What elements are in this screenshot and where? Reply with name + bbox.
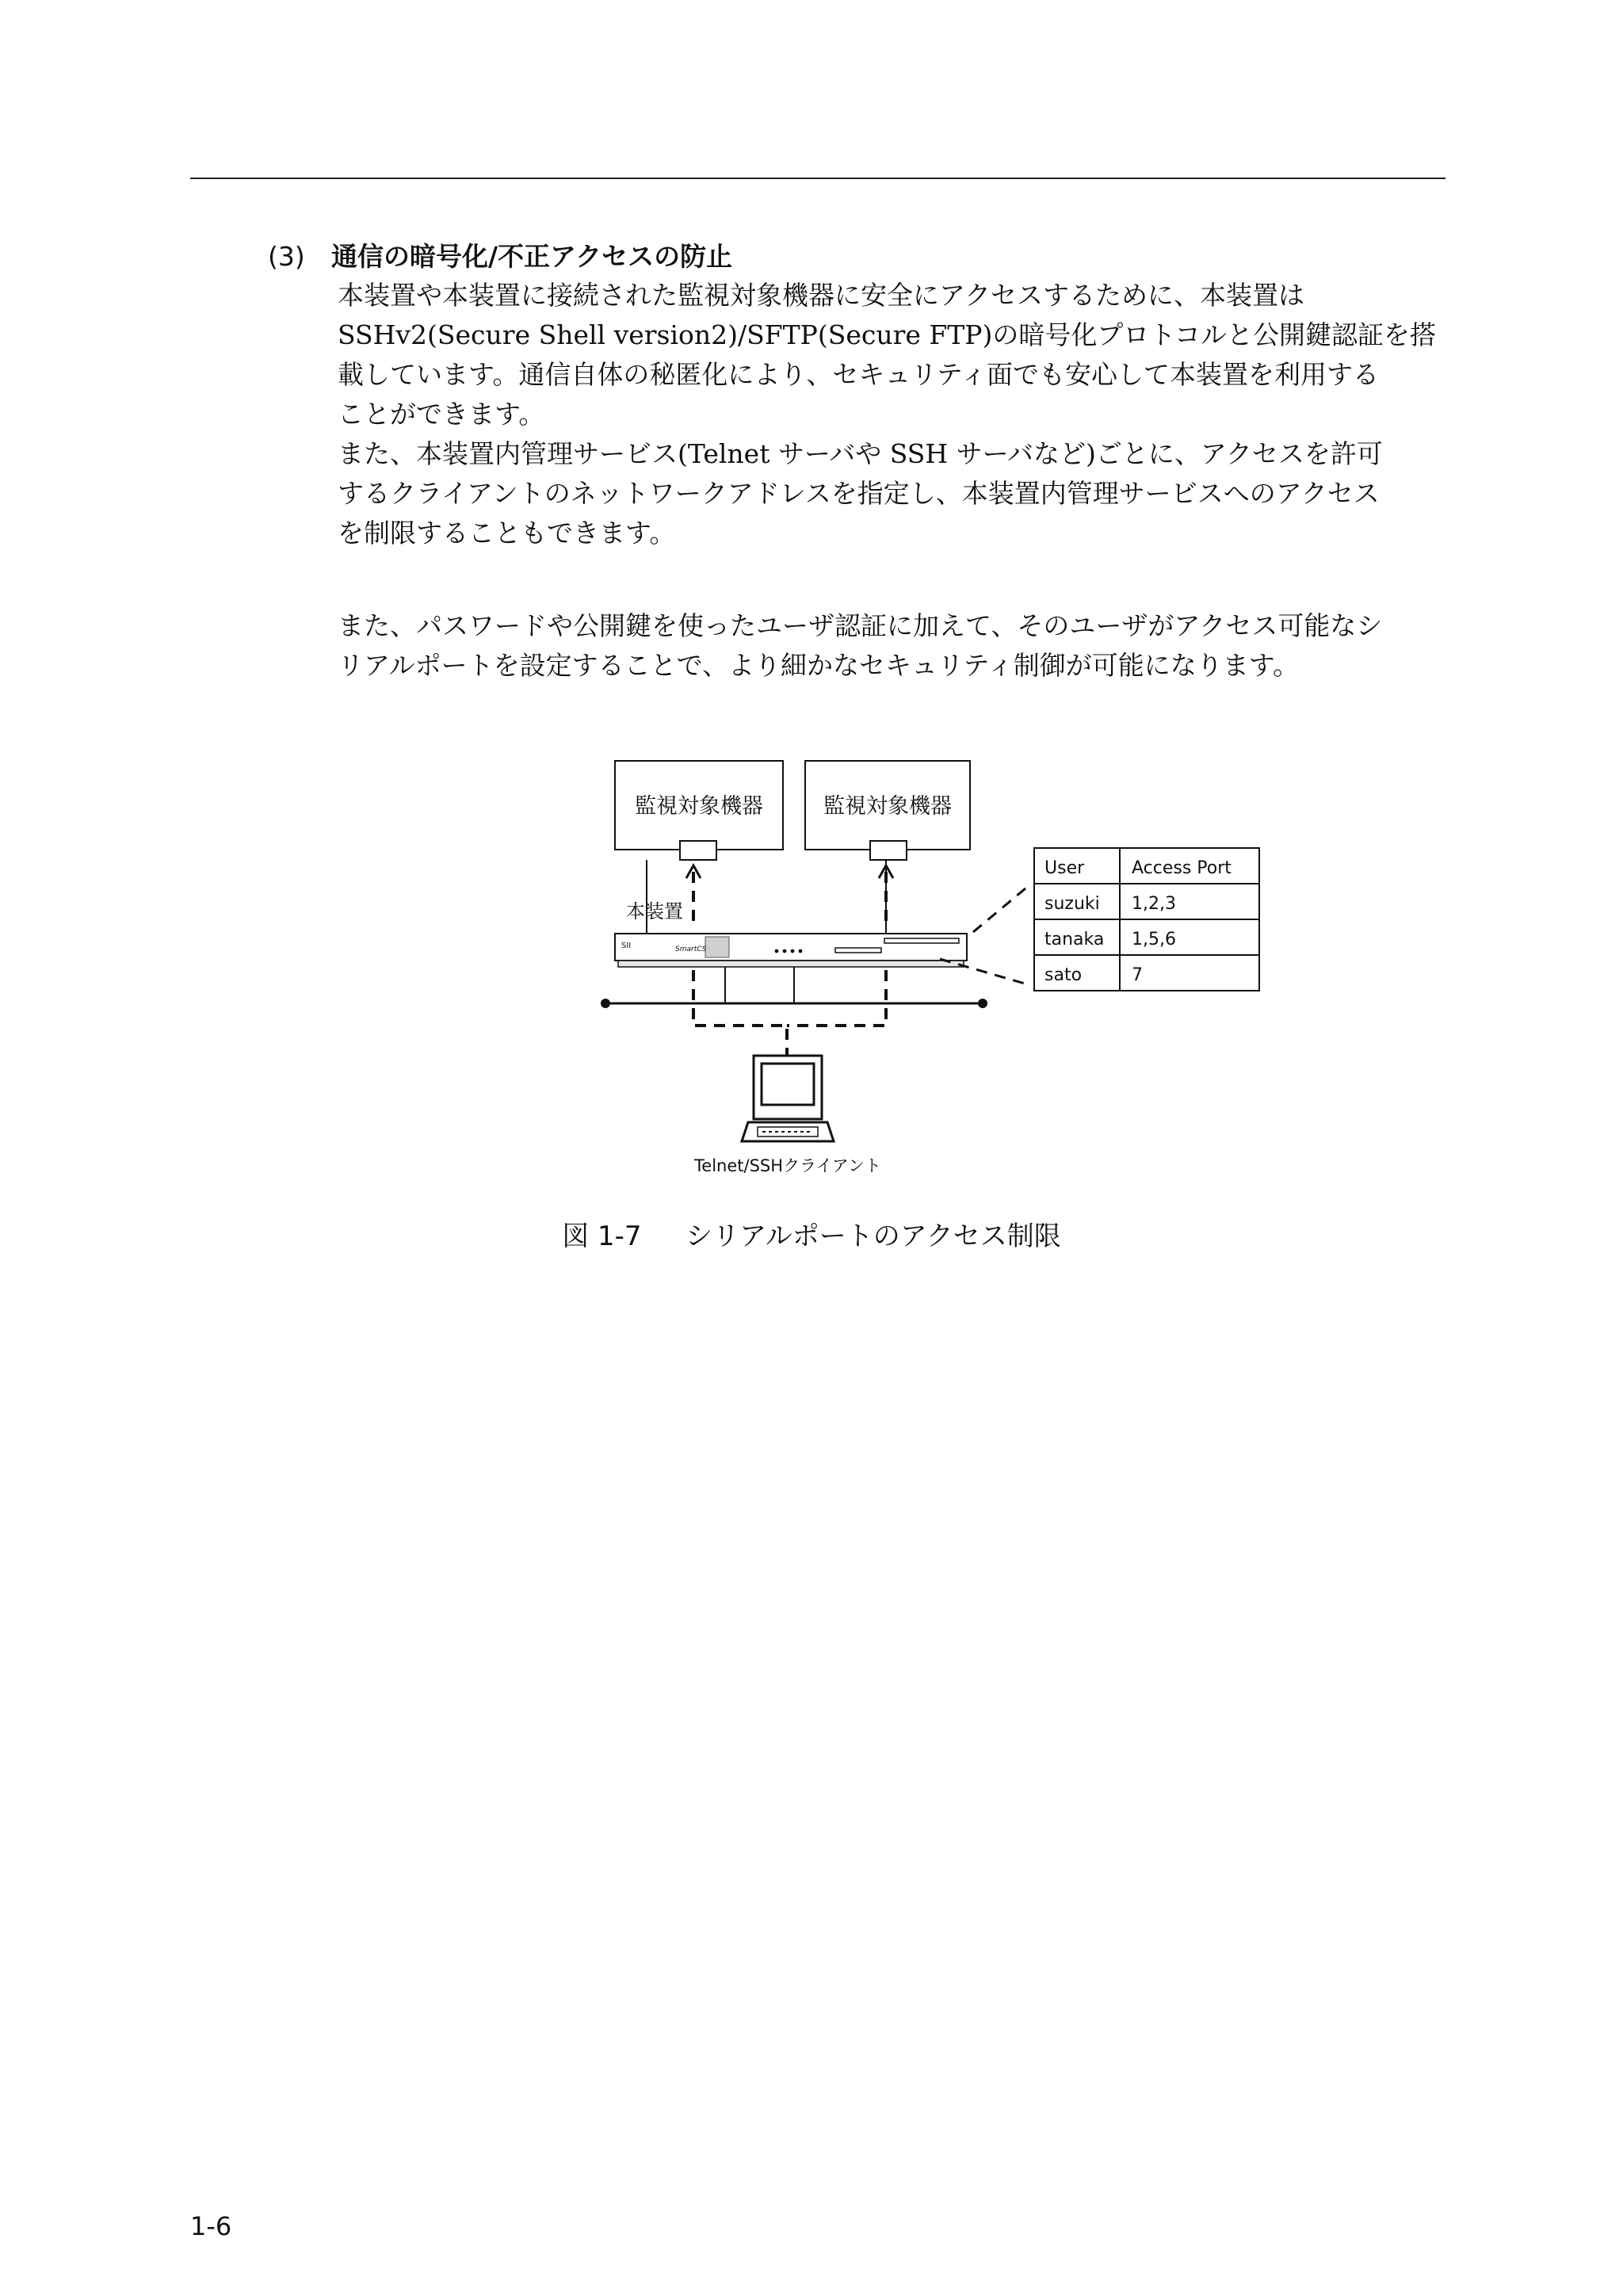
- device-box-1-label: 監視対象機器: [635, 794, 763, 819]
- page-number: 1-6: [190, 2211, 232, 2241]
- figure-caption-text: シリアルポートのアクセス制限: [685, 1221, 1061, 1252]
- appliance-smartcs: [615, 934, 967, 967]
- serial-connector-2: [870, 841, 907, 860]
- appliance-model: SmartCS: [675, 946, 707, 953]
- table-cell-port: 1,2,3: [1132, 894, 1176, 914]
- figure-caption-number: 図 1-7: [562, 1221, 642, 1252]
- figure-caption: [0, 1214, 1623, 1253]
- text-line: ことができます。: [338, 399, 545, 430]
- paragraph-2: [338, 606, 1447, 686]
- client-label: Telnet/SSHクライアント: [694, 1156, 881, 1175]
- serial-connector-1: [680, 841, 716, 860]
- appliance-brand: SII: [621, 942, 632, 950]
- text-line: リアルポートを設定することで、より細かなセキュリティ制御が可能になります。: [338, 650, 1300, 681]
- table-cell-user: suzuki: [1044, 894, 1100, 914]
- appliance-label: 本装置: [626, 900, 683, 923]
- access-table: [1034, 848, 1259, 991]
- network-endpoint-right: [978, 999, 987, 1008]
- text-line: を制限することもできます。: [338, 518, 676, 548]
- network-endpoint-left: [601, 999, 610, 1008]
- client-path-right: [787, 970, 886, 1026]
- table-cell-user: sato: [1044, 965, 1083, 985]
- section-title-text: 通信の暗号化/不正アクセスの防止: [331, 241, 733, 272]
- text-line: また、本装置内管理サービス(Telnet サーバや SSH サーバなど)ごとに、アクセスを許可: [338, 438, 1383, 469]
- text-line: するクライアントのネットワークアドレスを指定し、本装置内管理サービスへのアクセス: [338, 478, 1380, 509]
- text-line: 本装置や本装置に接続された監視対象機器に安全にアクセスするために、本装置は: [338, 280, 1305, 311]
- device-box-2-label: 監視対象機器: [823, 794, 952, 819]
- table-cell-user: tanaka: [1044, 930, 1105, 949]
- paragraph-1: [338, 276, 1447, 553]
- client-path-left: [693, 970, 787, 1056]
- text-line: 載しています。通信自体の秘匿化により、セキュリティ面でも安心して本装置を利用する: [338, 359, 1380, 390]
- diagram: [586, 745, 1284, 1189]
- table-header-user: User: [1044, 858, 1085, 878]
- callout-line-top: [973, 884, 1030, 932]
- header-rule: [190, 178, 1445, 179]
- table-header-access-port: Access Port: [1132, 858, 1232, 878]
- section-number: (3): [268, 241, 305, 272]
- computer-icon: [742, 1056, 834, 1141]
- text-line: また、パスワードや公開鍵を使ったユーザ認証に加えて、そのユーザがアクセス可能なシ: [338, 610, 1383, 641]
- table-cell-port: 7: [1132, 965, 1143, 985]
- text-line: SSHv2(Secure Shell version2)/SFTP(Secure FTP)の暗号化プロトコルと公開鍵認証を搭: [338, 319, 1437, 350]
- table-cell-port: 1,5,6: [1132, 930, 1176, 949]
- section-heading: [268, 236, 732, 273]
- figure-serial-port-access: [586, 745, 1284, 1189]
